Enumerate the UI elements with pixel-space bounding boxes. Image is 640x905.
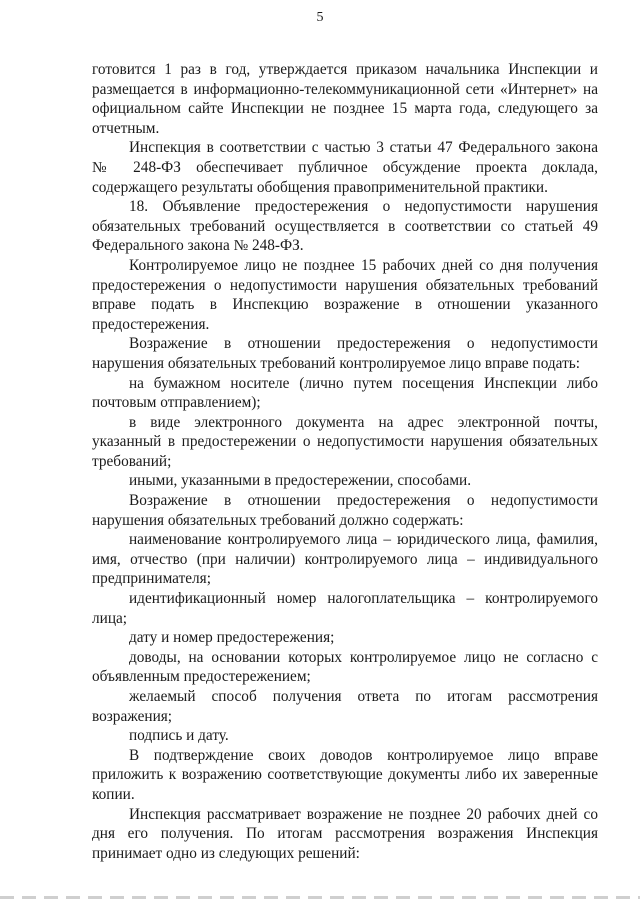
list-item: иными, указанными в предостережении, способами. [129, 472, 472, 490]
list-item: наименование контролируемого лица – юридического лица, фамилия, имя, отчество (при наличии) контролируемого лица – индивидуального предпринимателя; [92, 531, 598, 588]
list-item: желаемый способ получения ответа по итогам рассмотрения возражения; [92, 688, 598, 725]
document-body [92, 60, 598, 863]
list-item: подпись и дату. [129, 727, 229, 745]
scan-edge-line [0, 896, 640, 899]
list-item: доводы, на основании которых контролируемое лицо не согласно с объявленным предостережением; [92, 648, 598, 686]
list-item: на бумажном носителе (лично путем посещения Инспекции либо почтовым отправлением); [92, 374, 598, 412]
list-item: идентификационный номер налогоплательщика – контролируемого лица; [92, 590, 598, 627]
paragraph: Возражение в отношении предостережения о недопустимости нарушения обязательных требований должно содержать: [92, 492, 598, 529]
paragraph: Инспекция рассматривает возражение не позднее 20 рабочих дней со дня его получения. По итогам рассмотрения возражения Инспекция принимает одно из следующих решений: [92, 805, 598, 862]
paragraph: готовится 1 раз в год, утверждается приказом начальника Инспекции и размещается в информационно-телекоммуникационной сети «Интернет» на официальном сайте Инспекции не позднее 15 марта года, следующего за отчетным. [92, 61, 598, 137]
list-item: дату и номер предостережения; [129, 629, 335, 647]
paragraph: 18. Объявление предостережения о недопустимости нарушения обязательных требований осуществляется в соответствии со статьей 49 Федерального закона № 248-ФЗ. [92, 198, 598, 255]
list-item: в виде электронного документа на адрес электронной почты, указанный в предостережении о недопустимости нарушения обязательных требований; [92, 413, 598, 470]
paragraph: В подтверждение своих доводов контролируемое лицо вправе приложить к возражению соответствующие документы либо их заверенные копии. [92, 746, 598, 803]
page-number: 5 [316, 10, 324, 25]
paragraph: Инспекция в соответствии с частью 3 статьи 47 Федерального закона № 248-ФЗ обеспечивает публичное обсуждение проекта доклада, содержащего результаты обобщения правоприменительной практики. [92, 139, 598, 196]
paragraph: Возражение в отношении предостережения о недопустимости нарушения обязательных требований контролируемое лицо вправе подать: [92, 335, 598, 372]
paragraph: Контролируемое лицо не позднее 15 рабочих дней со дня получения предостережения о недопустимости нарушения обязательных требований вправе подать в Инспекцию возражение в отношении указанного предостережения. [92, 256, 598, 333]
